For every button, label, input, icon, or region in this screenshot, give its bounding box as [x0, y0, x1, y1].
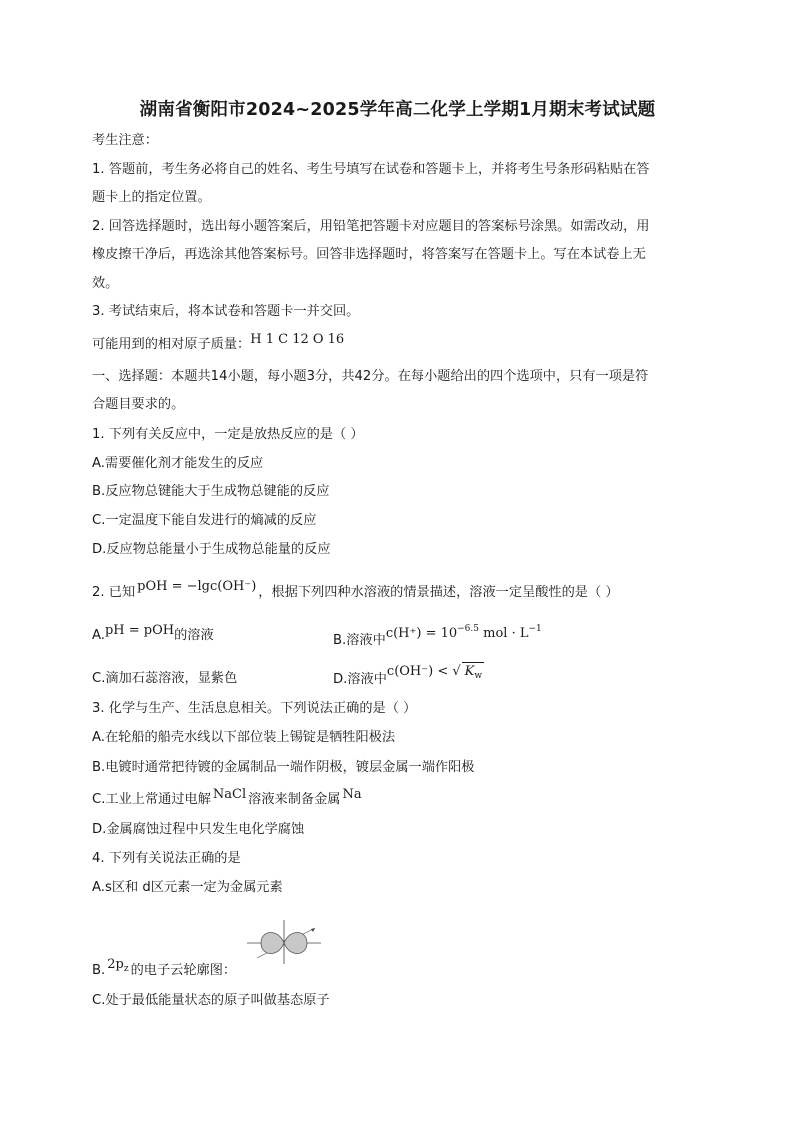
q2-option-a: A.pH = pOH的溶液: [92, 623, 214, 643]
notice-heading: 考生注意：: [92, 133, 158, 148]
atomic-mass-line: [92, 332, 345, 354]
q2-stem-prefix: 2. 已知: [92, 585, 136, 600]
q2-stem-formula: pOH = −lgc(OH⁻): [137, 579, 257, 594]
notice-item-2b: 橡皮擦干净后，再选涂其他答案标号。回答非选择题时，将答案写在答题卡上。写在本试卷上无: [92, 247, 646, 262]
q1-option-a: A.需要催化剂才能发生的反应: [92, 456, 264, 471]
q3-option-c: C.工业上常通过电解 NaCl 溶液来制备金属 Na: [92, 787, 362, 807]
notice-item-1b: 题卡上的指定位置。: [92, 190, 211, 205]
page-title: 湖南省衡阳市2024~2025学年高二化学上学期1月期末考试试题: [139, 100, 656, 120]
notice-item-2c: 效。: [92, 276, 119, 291]
q3-option-d: D.金属腐蚀过程中只发生电化学腐蚀: [92, 822, 305, 837]
notice-item-1a: 1. 答题前，考生务必将自己的姓名、考生号填写在试卷和答题卡上，并将考生号条形码粘贴在答: [92, 162, 650, 177]
atomic-mass-label: 可能用到的相对原子质量：: [92, 337, 251, 352]
q2-options-cd: [92, 664, 692, 688]
q4-option-c: C.处于最低能量状态的原子叫做基态原子: [92, 993, 330, 1008]
q4-option-a: A.s区和 d区元素一定为金属元素: [92, 880, 283, 895]
q3-option-a: A.在轮船的船壳水线以下部位装上锡锭是牺牲阳极法: [92, 730, 396, 745]
section1-line-a: 一、选择题：本题共14小题，每小题3分，共42分。在每小题给出的四个选项中，只有一项是符: [92, 369, 649, 384]
atomic-mass-values: H 1 C 12 O 16: [250, 332, 345, 347]
q3-stem: 3. 化学与生产、生活息息相关。下列说法正确的是（ ）: [92, 701, 417, 716]
q2-stem: [92, 579, 619, 602]
q1-option-c: C.一定温度下能自发进行的熵减的反应: [92, 513, 317, 528]
orbital-lobe-right: [284, 932, 307, 953]
notice-item-2a: 2. 回答选择题时，选出每小题答案后，用铅笔把答题卡对应题目的答案标号涂黑。如需改动，用: [92, 219, 650, 234]
q4-option-b: B. $2p_z$ 的电子云轮廓图：: [92, 957, 237, 978]
q2-option-b: B.溶液中$c(H^+) = 10^{-6.5}$ mol · $L^{-1}$: [333, 624, 542, 648]
q3-option-b: B.电镀时通常把待镀的金属制品一端作阴极，镀层金属一端作阳极: [92, 760, 475, 775]
q1-stem: 1. 下列有关反应中，一定是放热反应的是（ ）: [92, 427, 364, 442]
orbital-lobe-left: [261, 932, 284, 953]
q1-option-d: D.反应物总能量小于生成物总能量的反应: [92, 542, 331, 557]
q2-option-d: D.溶液中c(OH⁻) < √ $K_w$: [333, 664, 483, 687]
q4-stem: 4. 下列有关说法正确的是: [92, 851, 241, 866]
notice-item-3: 3. 考试结束后，将本试卷和答题卡一并交回。: [92, 304, 360, 319]
p-orbital-diagram: [245, 918, 323, 964]
q1-option-b: B.反应物总键能大于生成物总键能的反应: [92, 484, 330, 499]
section1-line-b: 合题目要求的。: [92, 397, 185, 412]
q2-option-c: C.滴加石蕊溶液，显紫色: [92, 671, 238, 686]
q2-options-ab: [92, 623, 692, 648]
q2-stem-suffix: ，根据下列四种水溶液的情景描述，溶液一定呈酸性的是（ ）: [258, 585, 619, 600]
